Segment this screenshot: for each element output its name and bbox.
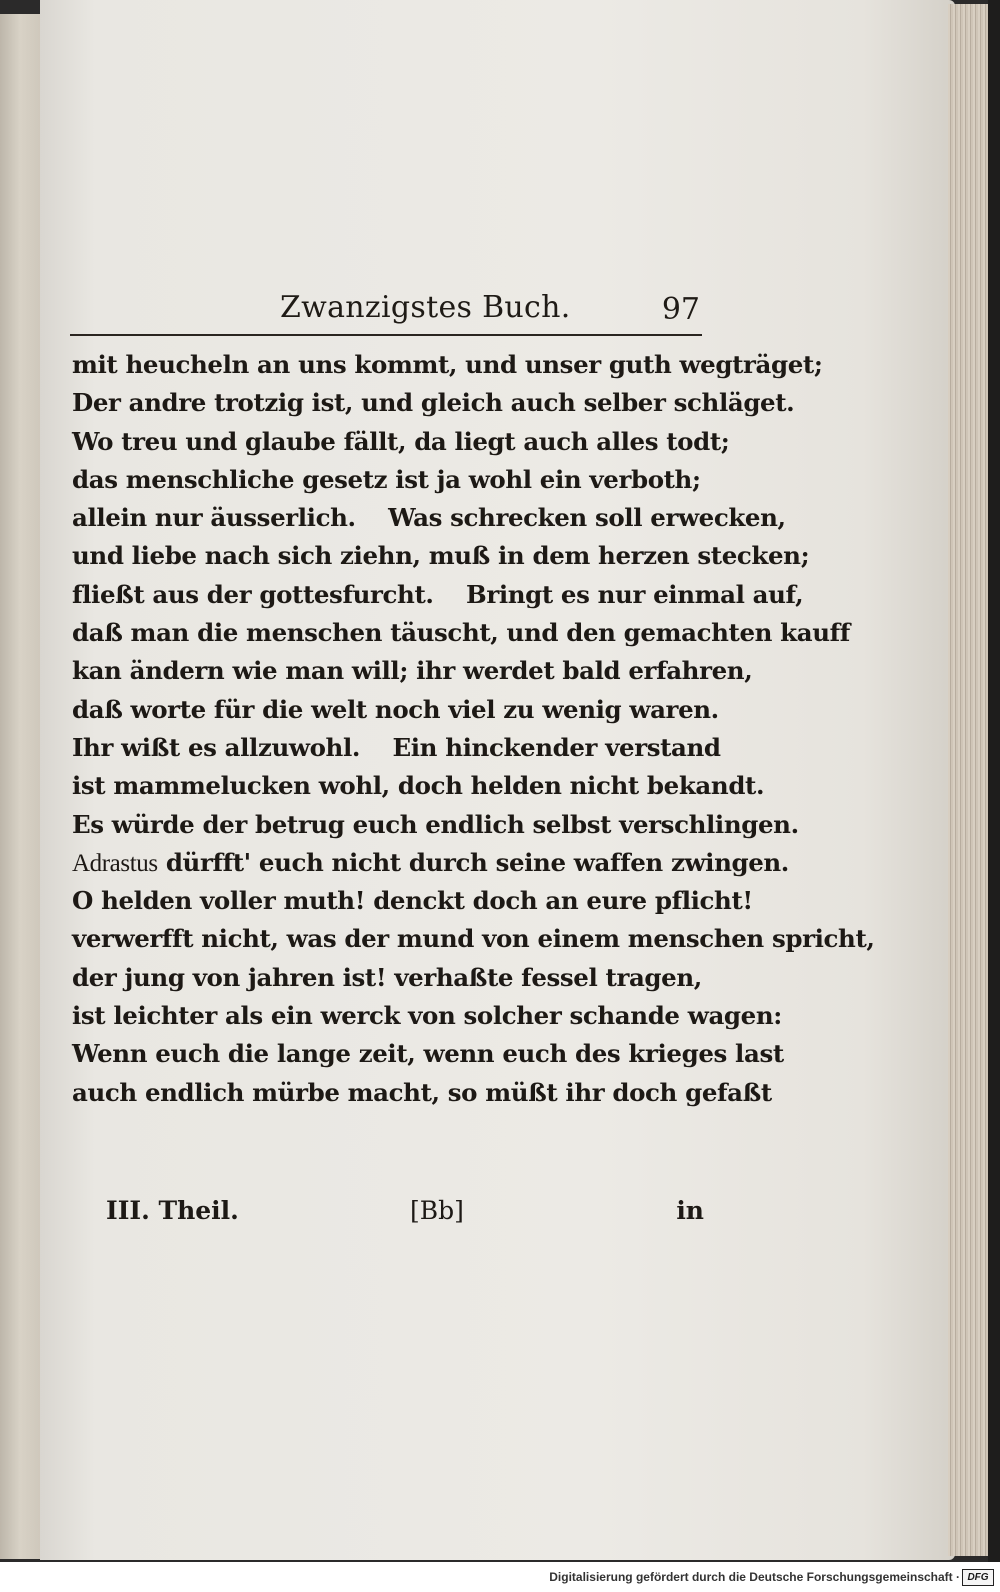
line-text: daß worte für die welt noch viel zu wenig waren.	[72, 694, 719, 724]
line-text: verwerfft nicht, was der mund von einem menschen spricht,	[72, 924, 875, 954]
line-text: Wenn euch die lange zeit, wenn euch des krieges last	[72, 1039, 784, 1069]
signature-mark: [Bb]	[410, 1196, 464, 1225]
text-line	[72, 920, 875, 958]
text-line	[72, 882, 753, 920]
line-text: kan ändern wie man will; ihr werdet bald erfahren,	[72, 656, 753, 686]
line-text: dürfft' euch nicht durch seine waffen zwingen.	[157, 847, 789, 877]
text-line	[72, 844, 789, 882]
scan-border	[988, 0, 1000, 1562]
text-line	[72, 1074, 772, 1112]
line-text: auch endlich mürbe macht, so müßt ihr doch gefaßt	[72, 1077, 772, 1107]
text-line	[72, 691, 719, 729]
line-text: Es würde der betrug euch endlich selbst verschlingen.	[72, 809, 799, 839]
line-text: der jung von jahren ist! verhaßte fessel tragen,	[72, 962, 702, 992]
antiqua-name: Adrastus	[72, 849, 158, 877]
text-line	[72, 959, 712, 997]
text-line	[72, 461, 712, 499]
running-head	[70, 290, 700, 330]
text-line	[72, 537, 810, 575]
catchword: in	[676, 1196, 704, 1225]
text-line	[72, 767, 765, 805]
text-line	[72, 806, 799, 844]
line-text: Ihr wißt es allzuwohl. Ein hinckender verstand	[72, 732, 721, 762]
facing-page-edge	[0, 14, 42, 1559]
verse-text	[72, 346, 875, 1112]
dfg-logo: DFG	[962, 1569, 994, 1586]
line-text: ist mammelucken wohl, doch helden nicht bekandt.	[72, 771, 765, 801]
line-text: Wo treu und glaube fällt, da liegt auch alles todt;	[72, 426, 730, 456]
line-text: daß man die menschen täuscht, und den gemachten kauff	[72, 618, 850, 648]
text-line	[72, 729, 721, 767]
line-text: das menschliche gesetz ist ja wohl ein verboth;	[72, 464, 701, 494]
text-line	[72, 576, 804, 614]
page-footer	[72, 1196, 704, 1236]
line-text: O helden voller muth! denckt doch an eure pflicht!	[72, 886, 753, 916]
text-line	[72, 614, 850, 652]
line-text: mit heucheln an uns kommt, und unser guth wegträget;	[72, 350, 823, 379]
page-stack-edge	[948, 4, 992, 1556]
volume-part: III. Theil.	[106, 1196, 239, 1225]
text-line	[72, 1035, 784, 1073]
head-rule	[70, 334, 702, 336]
text-line	[72, 499, 786, 537]
line-text: und liebe nach sich ziehn, muß in dem herzen stecken;	[72, 541, 810, 571]
text-line	[72, 652, 753, 690]
text-line	[72, 384, 795, 422]
line-text: fließt aus der gottesfurcht. Bringt es nur einmal auf,	[72, 579, 804, 609]
text-line	[72, 423, 730, 461]
text-line	[72, 997, 782, 1035]
running-title: Zwanzigstes Buch.	[280, 290, 571, 325]
page-number: 97	[661, 292, 700, 327]
credit-bar	[0, 1562, 1000, 1592]
line-text: Der andre trotzig ist, und gleich auch selber schläget.	[72, 388, 795, 418]
line-text: ist leichter als ein werck von solcher schande wagen:	[72, 1001, 782, 1031]
credit-text: Digitalisierung gefördert durch die Deutsche Forschungsgemeinschaft ·	[549, 1570, 960, 1584]
text-line	[72, 346, 823, 384]
line-text: allein nur äusserlich. Was schrecken soll erwecken,	[72, 503, 786, 533]
